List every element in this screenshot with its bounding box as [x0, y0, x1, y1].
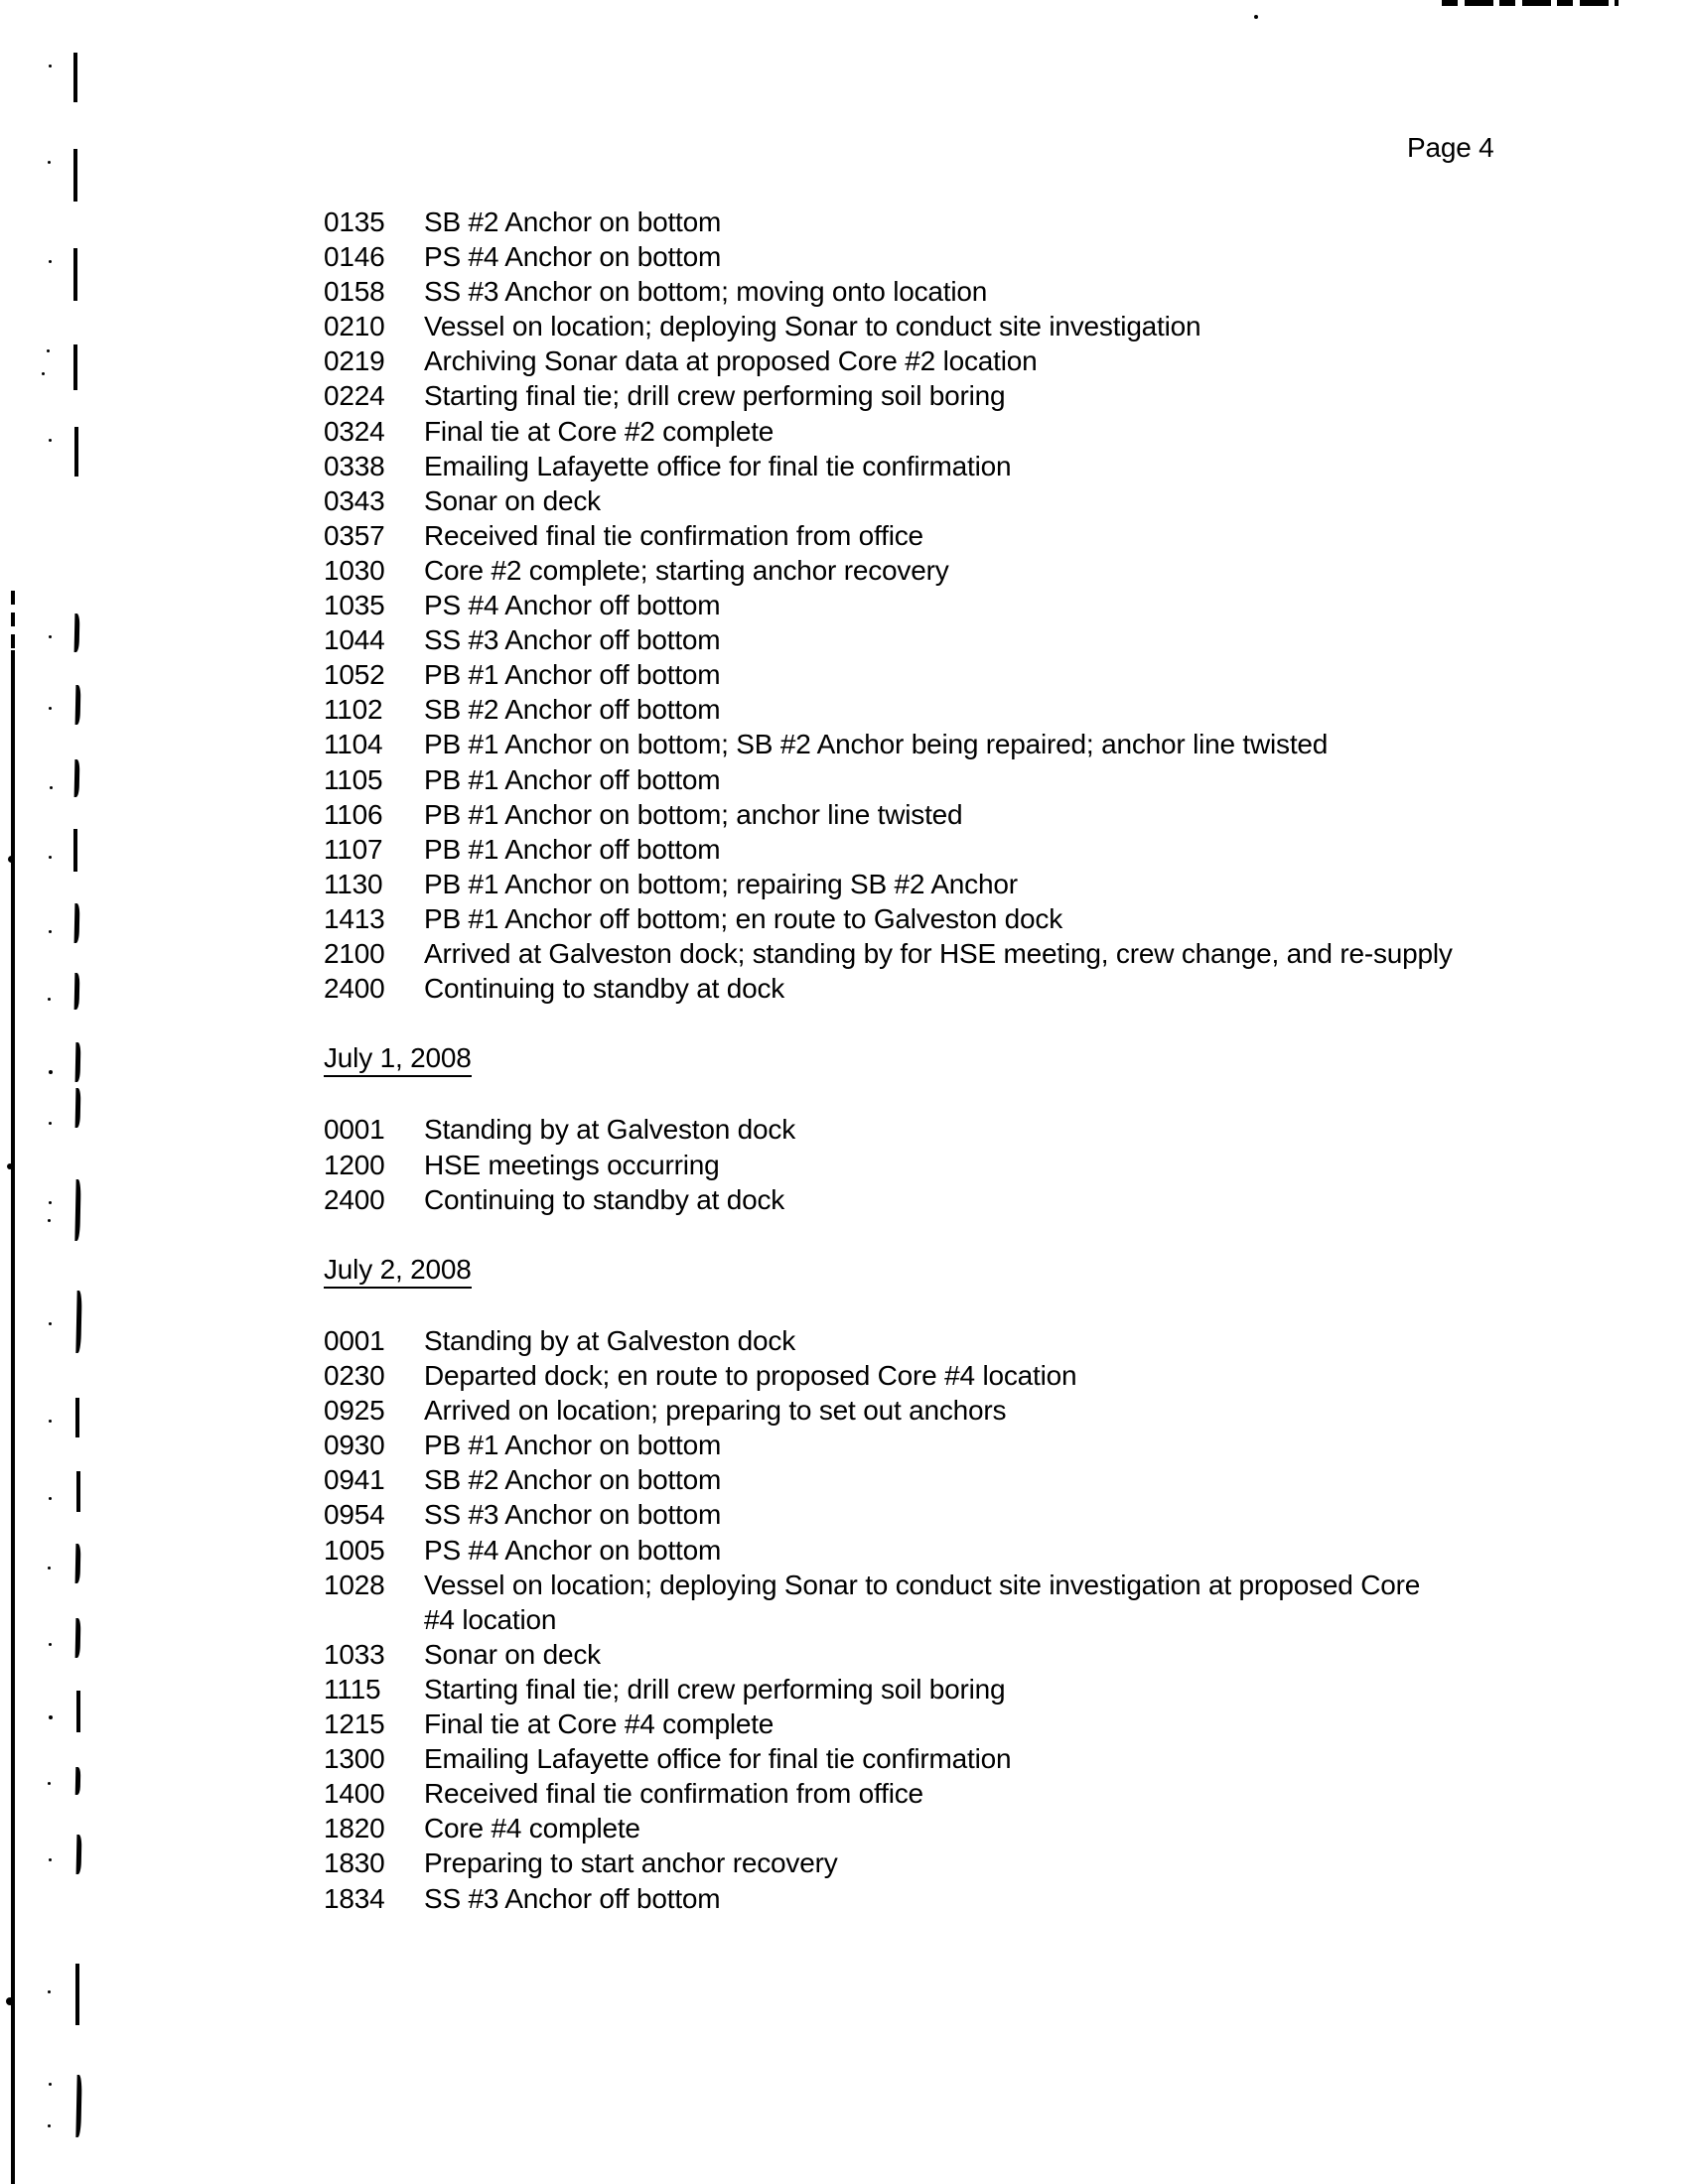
log-entry — [324, 1358, 1575, 1393]
entry-description: Final tie at Core #2 complete — [424, 415, 775, 447]
log-entry — [324, 588, 1575, 622]
log-entry — [324, 239, 1575, 274]
scan-speck — [48, 1219, 51, 1222]
binder-mark — [75, 1291, 81, 1353]
log-entry — [324, 1811, 1575, 1845]
binder-mark — [73, 248, 77, 301]
entry-time: 2400 — [324, 1183, 385, 1215]
entry-time: 1035 — [324, 590, 385, 621]
entry-description: Starting final tie; drill crew performing soil boring — [424, 1673, 1006, 1705]
binder-mark — [75, 1042, 81, 1082]
scan-speck — [49, 1201, 52, 1204]
entry-time: 1107 — [324, 833, 383, 865]
scan-speck — [7, 1163, 13, 1169]
binder-mark — [75, 1544, 81, 1583]
binder-mark — [76, 1471, 80, 1512]
entry-description: SB #2 Anchor on bottom — [424, 206, 722, 237]
entry-time: 0135 — [324, 206, 385, 237]
binder-mark — [74, 973, 80, 1010]
entry-description: Core #4 complete — [424, 1813, 640, 1844]
binder-mark — [75, 1088, 81, 1128]
entry-description: Continuing to standby at dock — [424, 1183, 785, 1215]
entry-description: Emailing Lafayette office for final tie confirmation — [424, 450, 1012, 481]
entry-time: 1033 — [324, 1638, 385, 1670]
entry-description: Vessel on location; deploying Sonar to conduct site investigation — [424, 311, 1201, 342]
entry-description: PB #1 Anchor off bottom — [424, 659, 721, 691]
entry-time: 1105 — [324, 763, 383, 795]
blank-row — [324, 1217, 1575, 1252]
log-entry — [324, 622, 1575, 657]
scan-speck — [48, 1782, 51, 1785]
entry-description: Standing by at Galveston dock — [424, 1325, 795, 1356]
log-entry — [324, 1393, 1575, 1428]
binder-mark — [74, 759, 80, 797]
binder-mark — [75, 1964, 79, 2025]
entry-time: 0146 — [324, 241, 385, 273]
entry-time: 1005 — [324, 1534, 385, 1566]
scan-artifact-edge-line-dashes — [11, 591, 15, 650]
entry-description: Received final tie confirmation from office — [424, 1778, 923, 1810]
log-entry — [324, 343, 1575, 378]
page-number: Page 4 — [1407, 132, 1494, 163]
entry-description: Sonar on deck — [424, 1638, 601, 1670]
binder-mark — [74, 427, 78, 477]
entry-description: SS #3 Anchor on bottom — [424, 1499, 722, 1531]
entry-description: PB #1 Anchor on bottom — [424, 1430, 722, 1461]
log-entry — [324, 797, 1575, 832]
binder-mark — [73, 344, 77, 390]
binder-mark — [75, 685, 81, 725]
entry-description: Archiving Sonar data at proposed Core #2 location — [424, 345, 1038, 377]
entry-description: Standing by at Galveston dock — [424, 1114, 795, 1146]
log-entry — [324, 1776, 1575, 1811]
entry-time: 1215 — [324, 1708, 385, 1740]
entry-description: PB #1 Anchor off bottom — [424, 833, 721, 865]
entry-description: Final tie at Core #4 complete — [424, 1708, 775, 1740]
log-entry — [324, 309, 1575, 343]
binder-mark — [76, 1835, 82, 1874]
entry-time: 1028 — [324, 1569, 385, 1600]
entry-time: 1115 — [324, 1673, 381, 1705]
entry-time: 0210 — [324, 311, 385, 342]
log-entry — [324, 1112, 1575, 1147]
log-entry — [324, 274, 1575, 309]
entry-description-line2: #4 location — [424, 1603, 557, 1635]
scan-speck — [49, 1070, 53, 1074]
entry-description: SS #3 Anchor off bottom — [424, 624, 721, 656]
binder-mark — [75, 1398, 79, 1437]
entry-description: SS #3 Anchor on bottom; moving onto location — [424, 276, 988, 308]
entry-description: Continuing to standby at dock — [424, 973, 785, 1005]
entry-time: 0001 — [324, 1325, 385, 1356]
log-entry — [324, 1323, 1575, 1358]
entry-description: Arrived on location; preparing to set out anchors — [424, 1395, 1007, 1427]
log-entry — [324, 901, 1575, 936]
entry-time: 1830 — [324, 1847, 385, 1879]
scan-speck — [48, 1990, 51, 1993]
entry-time: 1106 — [324, 798, 383, 830]
entry-description: Preparing to start anchor recovery — [424, 1847, 838, 1879]
date-heading-row — [324, 1252, 1575, 1289]
entry-description: HSE meetings occurring — [424, 1149, 720, 1180]
scan-speck — [48, 1567, 51, 1570]
entry-time: 1044 — [324, 624, 385, 656]
entry-description: Arrived at Galveston dock; standing by for HSE meeting, crew change, and re-supply — [424, 937, 1453, 969]
entry-description: PB #1 Anchor on bottom; anchor line twisted — [424, 798, 963, 830]
entry-time: 2100 — [324, 937, 385, 969]
entry-time: 0158 — [324, 276, 385, 308]
scan-speck — [1254, 15, 1258, 19]
log-entry — [324, 867, 1575, 901]
entry-description: Departed dock; en route to proposed Core #4 location — [424, 1360, 1077, 1392]
entry-time: 0941 — [324, 1464, 385, 1496]
log-entry — [324, 692, 1575, 727]
scan-speck — [49, 1858, 52, 1861]
log-entry — [324, 1148, 1575, 1182]
log-entry — [324, 1637, 1575, 1672]
binder-mark — [73, 829, 77, 872]
log-entry — [324, 936, 1575, 971]
entry-time: 1052 — [324, 659, 385, 691]
log-entry — [324, 1533, 1575, 1568]
scan-speck — [49, 707, 52, 710]
log-entry — [324, 1497, 1575, 1532]
scan-speck — [49, 1122, 52, 1125]
scan-speck — [49, 1420, 52, 1423]
log-entry — [324, 414, 1575, 449]
log-entry — [324, 832, 1575, 867]
log-entry — [324, 1672, 1575, 1706]
entry-description: PB #1 Anchor off bottom — [424, 763, 721, 795]
date-heading: July 1, 2008 — [324, 1041, 472, 1077]
log-entry — [324, 1182, 1575, 1217]
entry-time: 1030 — [324, 554, 385, 586]
scan-speck — [49, 1497, 52, 1500]
binder-mark — [75, 2075, 81, 2137]
entry-description: PS #4 Anchor off bottom — [424, 590, 721, 621]
entry-description: SB #2 Anchor off bottom — [424, 694, 721, 726]
log-entry — [324, 378, 1575, 413]
entry-description: PB #1 Anchor on bottom; SB #2 Anchor being repaired; anchor line twisted — [424, 729, 1329, 760]
entry-time: 1400 — [324, 1778, 385, 1810]
entry-time: 0338 — [324, 450, 385, 481]
entry-time: 0224 — [324, 380, 385, 412]
entry-time: 1104 — [324, 729, 383, 760]
entry-description: PS #4 Anchor on bottom — [424, 241, 722, 273]
log-entry — [324, 1428, 1575, 1462]
entry-time: 0357 — [324, 519, 385, 551]
binder-mark — [74, 614, 80, 652]
entry-description: PB #1 Anchor off bottom; en route to Galveston dock — [424, 902, 1063, 934]
entry-description: Received final tie confirmation from office — [424, 519, 923, 551]
scan-speck — [49, 635, 52, 638]
entry-description — [424, 1568, 1420, 1637]
entry-description: PB #1 Anchor on bottom; repairing SB #2 Anchor — [424, 868, 1018, 899]
entry-time: 0343 — [324, 484, 385, 516]
log-entry — [324, 1845, 1575, 1880]
scan-speck — [49, 1715, 53, 1719]
scan-speck — [49, 930, 52, 933]
log-entry — [324, 762, 1575, 797]
entry-time: 0001 — [324, 1114, 385, 1146]
entry-time: 0230 — [324, 1360, 385, 1392]
entry-description: Sonar on deck — [424, 484, 601, 516]
log-entry — [324, 449, 1575, 483]
log-entry — [324, 1741, 1575, 1776]
scan-speck — [49, 1322, 52, 1325]
entry-time: 1130 — [324, 868, 383, 899]
entry-time: 0324 — [324, 415, 385, 447]
binder-mark — [74, 1179, 80, 1241]
scan-speck — [49, 439, 52, 442]
log-entry — [324, 518, 1575, 553]
binder-mark — [75, 1618, 81, 1658]
operations-log — [324, 205, 1575, 1916]
scan-speck — [47, 349, 50, 352]
binder-mark — [73, 149, 77, 202]
blank-row — [324, 1289, 1575, 1323]
log-entry — [324, 1706, 1575, 1741]
entry-time: 1820 — [324, 1813, 385, 1844]
scan-speck — [6, 1997, 14, 2005]
binder-mark — [73, 53, 77, 102]
date-heading-row — [324, 1040, 1575, 1077]
scan-speck — [48, 2124, 51, 2127]
scan-speck — [48, 998, 51, 1001]
entry-time: 1413 — [324, 902, 385, 934]
entry-time: 1200 — [324, 1149, 385, 1180]
entry-description: SS #3 Anchor off bottom — [424, 1882, 721, 1914]
entry-time: 1834 — [324, 1882, 385, 1914]
entry-time: 1102 — [324, 694, 383, 726]
binder-mark — [75, 1767, 81, 1795]
log-entry — [324, 657, 1575, 692]
binder-mark — [74, 903, 80, 943]
scan-speck — [49, 2083, 52, 2086]
entry-description: Emailing Lafayette office for final tie confirmation — [424, 1743, 1012, 1775]
date-heading: July 2, 2008 — [324, 1253, 472, 1289]
entry-description: Core #2 complete; starting anchor recovery — [424, 554, 949, 586]
log-entry — [324, 727, 1575, 761]
log-entry — [324, 553, 1575, 588]
entry-time: 0930 — [324, 1430, 385, 1461]
entry-description: PS #4 Anchor on bottom — [424, 1534, 722, 1566]
log-entry — [324, 1462, 1575, 1497]
entry-description: Starting final tie; drill crew performing soil boring — [424, 380, 1006, 412]
log-entry — [324, 205, 1575, 239]
binder-mark — [76, 1691, 80, 1732]
entry-description: SB #2 Anchor on bottom — [424, 1464, 722, 1496]
scan-artifact-top-dashes — [1442, 0, 1619, 6]
entry-description-line1: Vessel on location; deploying Sonar to conduct site investigation at proposed Core — [424, 1569, 1421, 1600]
entry-time: 0925 — [324, 1395, 385, 1427]
blank-row — [324, 1077, 1575, 1112]
scan-speck — [50, 786, 53, 789]
entry-time: 0954 — [324, 1499, 385, 1531]
log-entry — [324, 483, 1575, 518]
scan-speck — [49, 1643, 52, 1646]
scan-speck — [49, 260, 52, 263]
blank-row — [324, 1006, 1575, 1040]
entry-time: 2400 — [324, 973, 385, 1005]
scan-speck — [8, 856, 15, 863]
entry-time: 0219 — [324, 345, 385, 377]
log-entry — [324, 971, 1575, 1006]
scan-speck — [49, 856, 52, 859]
log-entry — [324, 1881, 1575, 1916]
scan-speck — [42, 372, 45, 375]
scan-speck — [49, 65, 52, 68]
scan-speck — [48, 161, 51, 164]
entry-time: 1300 — [324, 1743, 385, 1775]
log-entry — [324, 1568, 1575, 1637]
scan-artifact-edge-line — [11, 650, 15, 2184]
